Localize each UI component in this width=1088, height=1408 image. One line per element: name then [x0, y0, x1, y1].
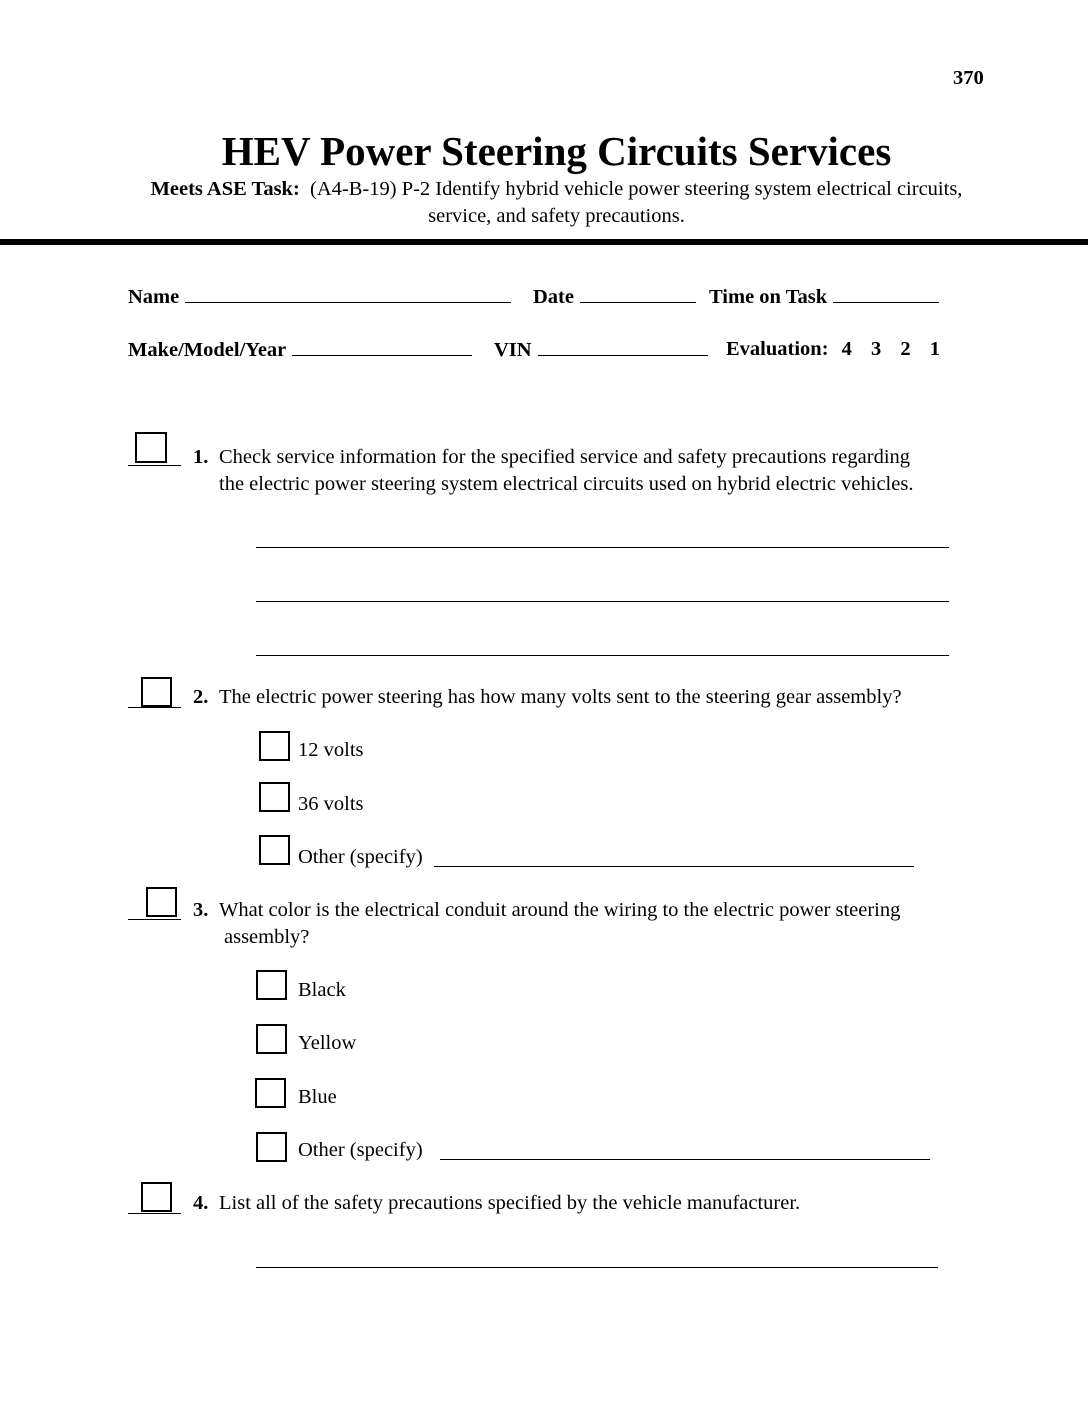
- time-on-task-field[interactable]: [833, 284, 939, 303]
- page-number: 370: [953, 67, 984, 89]
- date-label: Date: [533, 286, 574, 308]
- option-36-volts-checkbox[interactable]: [259, 782, 290, 812]
- other-color-field[interactable]: [440, 1159, 930, 1160]
- question-3-text-2: assembly?: [224, 926, 310, 948]
- evaluation-score-2[interactable]: 2: [900, 338, 911, 360]
- evaluation-label: Evaluation:: [726, 338, 829, 360]
- name-field[interactable]: [185, 284, 511, 303]
- option-blue-label: Blue: [298, 1086, 337, 1108]
- answer-line[interactable]: [256, 547, 949, 548]
- option-yellow-label: Yellow: [298, 1032, 357, 1054]
- make-model-year-field[interactable]: [292, 337, 472, 356]
- question-3-text: What color is the electrical conduit around the wiring to the electric power steering: [219, 899, 901, 921]
- evaluation-row: [726, 337, 940, 361]
- question-1-text: Check service information for the specified service and safety precautions regarding: [219, 446, 911, 468]
- other-volts-field[interactable]: [434, 866, 914, 867]
- task-line-2: service, and safety precautions.: [428, 205, 685, 227]
- make-row: [128, 337, 472, 362]
- name-label: Name: [128, 286, 180, 308]
- evaluation-score-1[interactable]: 1: [929, 338, 941, 360]
- question-3-checkbox[interactable]: [146, 887, 177, 917]
- option-yellow-checkbox[interactable]: [256, 1024, 287, 1054]
- option-12-volts-label: 12 volts: [298, 739, 364, 761]
- time-row: [709, 284, 939, 309]
- page-title: HEV Power Steering Circuits Services: [221, 128, 892, 174]
- question-3-check-line: [128, 919, 181, 920]
- option-36-volts-label: 36 volts: [298, 793, 364, 815]
- option-black-checkbox[interactable]: [256, 970, 287, 1000]
- question-2-text: The electric power steering has how many volts sent to the steering gear assembly?: [219, 686, 902, 708]
- task-label: Meets ASE Task:: [150, 178, 300, 200]
- question-4-check-line: [128, 1213, 181, 1214]
- question-4-checkbox[interactable]: [141, 1182, 172, 1212]
- question-1-text-2: the electric power steering system electrical circuits used on hybrid electric vehicles.: [219, 473, 914, 495]
- question-1-number: 1.: [193, 446, 209, 468]
- evaluation-score-4[interactable]: 4: [841, 338, 852, 360]
- question-1-checkbox[interactable]: [135, 432, 167, 463]
- option-other-color-checkbox[interactable]: [256, 1132, 287, 1162]
- date-field[interactable]: [580, 284, 696, 303]
- time-on-task-label: Time on Task: [709, 286, 828, 308]
- vin-row: [494, 337, 708, 362]
- question-2-number: 2.: [193, 686, 209, 708]
- evaluation-score-3[interactable]: 3: [871, 338, 882, 360]
- name-row: [128, 284, 511, 309]
- question-4-text: List all of the safety precautions specified by the vehicle manufacturer.: [219, 1192, 801, 1214]
- question-2-check-line: [128, 707, 181, 708]
- question-3-number: 3.: [193, 899, 209, 921]
- option-12-volts-checkbox[interactable]: [259, 731, 290, 761]
- make-model-year-label: Make/Model/Year: [128, 339, 287, 361]
- answer-line[interactable]: [256, 601, 949, 602]
- option-black-label: Black: [298, 979, 346, 1001]
- task-line-1: [0, 177, 1088, 201]
- option-other-volts-checkbox[interactable]: [259, 835, 290, 865]
- option-other-color-label: Other (specify): [298, 1139, 423, 1161]
- answer-line[interactable]: [256, 655, 949, 656]
- question-4-number: 4.: [193, 1192, 209, 1214]
- answer-line[interactable]: [256, 1267, 938, 1268]
- vin-field[interactable]: [538, 337, 708, 356]
- header-divider: [0, 239, 1088, 245]
- vin-label: VIN: [494, 339, 532, 361]
- option-blue-checkbox[interactable]: [255, 1078, 286, 1108]
- question-1-check-line: [128, 465, 181, 466]
- date-row: [533, 284, 696, 309]
- task-text: (A4-B-19) P-2 Identify hybrid vehicle power steering system electrical circuits,: [310, 178, 963, 200]
- option-other-volts-label: Other (specify): [298, 846, 423, 868]
- question-2-checkbox[interactable]: [141, 677, 172, 707]
